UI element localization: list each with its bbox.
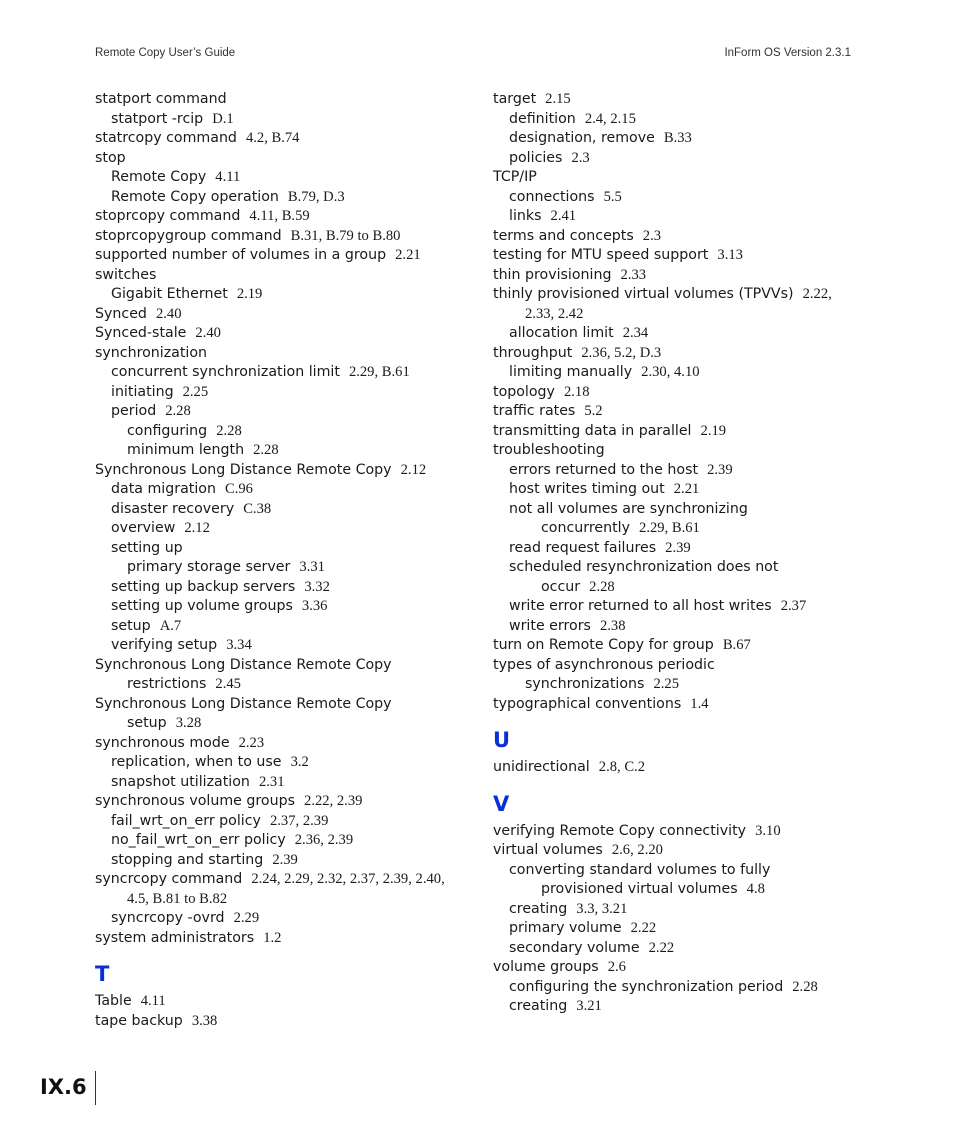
index-page-refs[interactable]: 4.11, B.59 <box>249 208 310 224</box>
index-entry <box>95 909 480 929</box>
index-term: period <box>111 403 157 419</box>
index-page-refs[interactable]: 2.3 <box>642 227 662 244</box>
index-page-refs[interactable]: 2.28 <box>253 442 279 458</box>
index-term: types of asynchronous periodic <box>493 656 715 673</box>
index-page-refs[interactable]: 2.36, 2.39 <box>294 832 354 848</box>
index-term: virtual volumes <box>493 842 603 858</box>
index-entry <box>493 227 873 247</box>
index-page-refs[interactable]: 2.12 <box>400 461 427 478</box>
index-term: Synchronous Long Distance Remote Copy <box>95 695 392 712</box>
index-term: syncrcopy -ovrd <box>111 910 225 926</box>
index-page-refs[interactable]: 2.28 <box>216 422 242 439</box>
index-entry <box>493 149 873 169</box>
index-term: transmitting data in parallel <box>493 422 692 439</box>
index-entry <box>493 344 873 364</box>
index-term: TCP/IP <box>493 169 537 185</box>
index-term: limiting manually <box>509 364 633 380</box>
index-term: typographical conventions <box>493 695 682 712</box>
index-term: write errors <box>509 617 591 634</box>
index-term: target <box>493 91 537 107</box>
index-term: switches <box>95 266 157 283</box>
index-entry <box>95 246 480 266</box>
index-page-refs[interactable]: 3.2 <box>290 754 309 770</box>
index-term: restrictions <box>127 676 207 692</box>
index-entry <box>493 997 873 1017</box>
index-term: primary storage server <box>127 559 291 575</box>
index-term: snapshot utilization <box>111 773 250 790</box>
index-entry <box>493 500 873 520</box>
index-page-refs[interactable]: 3.32 <box>304 578 330 595</box>
index-entry <box>493 675 873 695</box>
index-page-refs[interactable]: 2.25 <box>182 383 209 400</box>
index-page-refs[interactable]: 5.2 <box>584 403 603 419</box>
index-term: testing for MTU speed support <box>493 247 709 263</box>
index-page-refs[interactable]: 2.25 <box>653 676 679 692</box>
index-page-refs[interactable]: 2.12 <box>184 520 210 536</box>
index-entry <box>95 149 480 169</box>
index-entry <box>95 344 480 364</box>
index-term: synchronization <box>95 344 208 361</box>
index-entry <box>95 1012 480 1032</box>
index-entry <box>95 90 480 110</box>
index-page-refs[interactable]: 2.41 <box>550 208 577 224</box>
index-page-refs[interactable]: C.96 <box>224 481 253 497</box>
index-term: Remote Copy operation <box>111 188 279 205</box>
index-entry <box>493 841 873 861</box>
index-entry <box>95 675 480 695</box>
index-page-refs[interactable]: 2.3 <box>571 149 590 166</box>
running-header-version: InForm OS Version 2.3.1 <box>724 47 851 59</box>
index-term: verifying setup <box>111 637 218 653</box>
index-entry <box>493 978 873 998</box>
index-page-refs[interactable]: 3.36 <box>301 598 328 614</box>
index-term: host writes timing out <box>509 481 665 497</box>
index-entry <box>493 188 873 208</box>
index-term: setting up <box>111 539 183 556</box>
index-term: stopping and starting <box>111 851 264 868</box>
index-entry <box>493 939 873 959</box>
index-term: statport -rcip <box>111 110 204 127</box>
index-entry <box>493 324 873 344</box>
index-term: Synced-stale <box>95 325 187 341</box>
index-page-refs[interactable]: 1.4 <box>690 695 709 712</box>
index-entry <box>95 305 480 325</box>
index-page-refs[interactable]: C.38 <box>243 500 272 517</box>
index-page-refs[interactable]: 3.13 <box>717 247 743 263</box>
index-entry <box>493 266 873 286</box>
index-entry <box>95 792 480 812</box>
index-term: setting up volume groups <box>111 598 293 614</box>
index-entry <box>95 812 480 832</box>
index-term: system administrators <box>95 929 255 946</box>
index-entry <box>95 558 480 578</box>
index-entry <box>95 383 480 403</box>
index-entry <box>493 958 873 978</box>
index-term: initiating <box>111 383 174 400</box>
index-page-refs[interactable]: 3.34 <box>226 637 252 653</box>
index-page-refs[interactable]: 2.22 <box>630 920 657 936</box>
index-term: minimum length <box>127 442 245 458</box>
index-entry <box>95 890 480 910</box>
index-entry <box>95 461 480 481</box>
index-term: occur <box>541 578 581 595</box>
index-page-refs[interactable]: 4.2, B.74 <box>245 130 300 146</box>
index-page-refs[interactable]: A.7 <box>159 617 182 634</box>
index-entry <box>493 900 873 920</box>
index-page-refs[interactable]: 2.28 <box>165 403 191 419</box>
page-number: IX.6 <box>40 1075 87 1099</box>
index-term: Synced <box>95 305 147 322</box>
index-entry <box>95 929 480 949</box>
index-page-refs[interactable]: 2.39 <box>665 539 691 556</box>
index-page-refs[interactable]: B.79, D.3 <box>287 188 345 205</box>
index-entry <box>493 422 873 442</box>
index-term: tape backup <box>95 1012 183 1029</box>
index-entry <box>95 753 480 773</box>
index-term: synchronous volume groups <box>95 793 296 809</box>
index-term: converting standard volumes to fully <box>509 861 771 878</box>
index-page-refs[interactable]: 2.40 <box>155 305 182 322</box>
index-term: setup <box>127 715 167 731</box>
index-page-refs[interactable]: 4.11 <box>215 169 241 185</box>
index-page-refs[interactable]: 2.40 <box>195 325 221 341</box>
index-section-heading: T <box>95 962 110 986</box>
index-term: stoprcopy command <box>95 208 241 224</box>
index-page-refs[interactable]: 2.33, 2.42 <box>525 305 584 322</box>
index-entry <box>95 519 480 539</box>
index-term: configuring the synchronization period <box>509 978 784 995</box>
index-term: creating <box>509 998 568 1014</box>
index-term: statrcopy command <box>95 130 237 146</box>
index-term: disaster recovery <box>111 500 235 517</box>
index-term: concurrent synchronization limit <box>111 364 340 380</box>
index-term: not all volumes are synchronizing <box>509 500 748 517</box>
index-page-refs[interactable]: 3.31 <box>299 559 325 575</box>
index-term: syncrcopy command <box>95 871 243 887</box>
index-entry <box>95 656 480 676</box>
index-entry <box>493 758 873 778</box>
index-entry <box>493 129 873 149</box>
index-term: Synchronous Long Distance Remote Copy <box>95 461 392 478</box>
index-page-refs[interactable]: 2.34 <box>622 325 649 341</box>
index-page-refs[interactable]: 2.23 <box>238 734 265 751</box>
index-page-refs[interactable]: 2.29 <box>233 910 260 926</box>
index-entry <box>493 539 873 559</box>
index-entry <box>493 636 873 656</box>
index-entry <box>95 831 480 851</box>
index-page-refs[interactable]: 2.15 <box>545 91 571 107</box>
index-column-left <box>95 90 480 1031</box>
index-page-refs[interactable]: 3.21 <box>576 998 602 1014</box>
index-term: throughput <box>493 344 573 361</box>
index-entry <box>95 402 480 422</box>
index-term: configuring <box>127 422 208 439</box>
index-term: thin provisioning <box>493 266 612 283</box>
index-page-refs[interactable]: 2.37, 2.39 <box>269 812 329 829</box>
index-page-refs[interactable]: 2.33 <box>620 266 647 283</box>
index-page-refs[interactable]: 2.45 <box>215 676 241 692</box>
index-page-refs[interactable]: 2.38 <box>599 617 626 634</box>
index-entry <box>95 266 480 286</box>
index-page-refs[interactable]: 2.39 <box>707 461 733 478</box>
index-entry <box>95 207 480 227</box>
index-entry <box>493 110 873 130</box>
index-term: provisioned virtual volumes <box>541 881 738 897</box>
index-page-refs[interactable]: B.67 <box>722 637 751 653</box>
index-term: policies <box>509 149 563 166</box>
index-entry <box>493 656 873 676</box>
index-entry <box>493 90 873 110</box>
index-entry <box>493 363 873 383</box>
index-entry <box>95 441 480 461</box>
index-page-refs[interactable]: 4.5, B.81 to B.82 <box>127 890 228 907</box>
index-term: no_fail_wrt_on_err policy <box>111 832 286 848</box>
index-term: setup <box>111 617 151 634</box>
index-term: write error returned to all host writes <box>509 598 772 614</box>
index-entry <box>493 558 873 578</box>
index-term: Table <box>95 993 132 1009</box>
index-term: volume groups <box>493 959 599 975</box>
index-page-refs[interactable]: 2.6, 2.20 <box>611 842 663 858</box>
index-entry <box>95 636 480 656</box>
index-page-refs[interactable]: 2.19 <box>700 422 727 439</box>
index-entry <box>493 285 873 305</box>
index-term: synchronizations <box>525 676 645 692</box>
index-page-refs[interactable]: 2.6 <box>607 959 626 975</box>
index-entry <box>493 597 873 617</box>
index-entry <box>493 480 873 500</box>
index-term: topology <box>493 383 555 400</box>
index-term: data migration <box>111 481 216 497</box>
index-entry <box>493 461 873 481</box>
index-page-refs[interactable]: 2.30, 4.10 <box>641 364 700 380</box>
index-page-refs[interactable]: 2.28 <box>792 978 818 995</box>
index-page-refs[interactable]: 1.2 <box>263 929 282 946</box>
index-entry <box>95 695 480 715</box>
index-entry <box>493 695 873 715</box>
index-page-refs[interactable]: 2.8, C.2 <box>598 759 645 775</box>
index-page-refs[interactable]: 2.39 <box>272 851 298 868</box>
index-entry <box>95 188 480 208</box>
index-entry <box>95 500 480 520</box>
index-entry <box>95 714 480 734</box>
index-page-refs[interactable]: 2.22, <box>802 286 832 302</box>
index-entry <box>95 168 480 188</box>
index-term: links <box>509 208 542 224</box>
index-page-refs[interactable]: 3.10 <box>755 822 781 839</box>
index-page-refs[interactable]: 4.8 <box>746 881 765 897</box>
index-term: unidirectional <box>493 759 590 775</box>
index-page-refs[interactable]: 2.18 <box>563 383 590 400</box>
running-header-title: Remote Copy User’s Guide <box>95 47 236 59</box>
index-term: secondary volume <box>509 939 640 956</box>
index-entry <box>493 168 873 188</box>
index-term: supported number of volumes in a group <box>95 247 387 263</box>
index-page-refs[interactable]: 2.21 <box>395 247 421 263</box>
index-page-refs[interactable]: 2.28 <box>589 578 615 595</box>
index-term: allocation limit <box>509 325 614 341</box>
index-term: stop <box>95 149 126 166</box>
index-term: fail_wrt_on_err policy <box>111 812 261 829</box>
index-page-refs[interactable]: D.1 <box>212 110 234 127</box>
index-term: overview <box>111 520 176 536</box>
index-page-refs[interactable]: 2.22 <box>648 939 675 956</box>
index-term: replication, when to use <box>111 754 282 770</box>
index-entry <box>493 861 873 881</box>
index-term: terms and concepts <box>493 227 634 244</box>
index-entry <box>95 539 480 559</box>
index-term: errors returned to the host <box>509 461 699 478</box>
index-page-refs[interactable]: 2.4, 2.15 <box>584 110 636 127</box>
index-page-refs[interactable]: 2.31 <box>258 773 285 790</box>
index-page-refs[interactable]: 3.28 <box>175 715 202 731</box>
index-term: troubleshooting <box>493 442 605 458</box>
index-page-refs[interactable]: 2.24, 2.29, 2.32, 2.37, 2.39, 2.40, <box>251 871 445 887</box>
index-page-refs[interactable]: B.31, B.79 to B.80 <box>290 227 401 244</box>
index-entry <box>493 519 873 539</box>
index-entry <box>95 870 480 890</box>
index-page-refs[interactable]: 2.21 <box>673 481 700 497</box>
index-term: designation, remove <box>509 130 655 146</box>
index-entry <box>95 227 480 247</box>
index-entry <box>493 822 873 842</box>
index-page-refs[interactable]: 4.11 <box>140 993 166 1009</box>
index-term: verifying Remote Copy connectivity <box>493 822 747 839</box>
index-entry <box>95 773 480 793</box>
index-term: read request failures <box>509 539 657 556</box>
index-term: scheduled resynchronization does not <box>509 559 779 575</box>
index-entry <box>493 383 873 403</box>
footer-divider <box>95 1071 96 1105</box>
index-page-refs[interactable]: 2.29, B.61 <box>348 364 410 380</box>
index-entry <box>493 207 873 227</box>
index-term: thinly provisioned virtual volumes (TPVVs) <box>493 286 794 302</box>
index-entry <box>95 578 480 598</box>
index-entry <box>493 880 873 900</box>
index-entry <box>95 324 480 344</box>
index-entry <box>493 578 873 598</box>
index-entry <box>493 305 873 325</box>
index-page-refs[interactable]: 3.38 <box>191 1012 218 1029</box>
index-entry <box>95 363 480 383</box>
index-section-heading: U <box>493 728 511 752</box>
index-entry <box>95 285 480 305</box>
index-term: creating <box>509 900 568 917</box>
index-term: Remote Copy <box>111 169 207 185</box>
index-term: primary volume <box>509 920 622 936</box>
index-term: statport command <box>95 91 227 107</box>
index-entry <box>95 734 480 754</box>
index-term: synchronous mode <box>95 734 230 751</box>
index-entry <box>95 110 480 130</box>
index-page-refs[interactable]: 2.29, B.61 <box>639 520 700 536</box>
index-term: definition <box>509 110 576 127</box>
index-page-refs[interactable]: 3.3, 3.21 <box>576 900 628 917</box>
index-column-right <box>493 90 873 1017</box>
index-entry <box>95 992 480 1012</box>
index-page-refs[interactable]: 2.22, 2.39 <box>304 793 363 809</box>
index-page-refs[interactable]: 2.37 <box>780 598 807 614</box>
index-page-refs[interactable]: 5.5 <box>603 188 622 205</box>
index-term: traffic rates <box>493 403 576 419</box>
index-entry <box>95 129 480 149</box>
index-entry <box>95 422 480 442</box>
index-term: concurrently <box>541 520 630 536</box>
index-term: Synchronous Long Distance Remote Copy <box>95 656 392 673</box>
index-term: setting up backup servers <box>111 578 296 595</box>
index-term: stoprcopygroup command <box>95 227 282 244</box>
index-entry <box>95 617 480 637</box>
index-section-heading: V <box>493 791 510 816</box>
index-entry <box>95 480 480 500</box>
index-term: connections <box>509 188 595 205</box>
index-entry <box>493 246 873 266</box>
index-entry <box>493 919 873 939</box>
index-page-refs[interactable]: 2.36, 5.2, D.3 <box>581 344 662 361</box>
index-page-refs[interactable]: 2.19 <box>236 286 263 302</box>
index-term: turn on Remote Copy for group <box>493 637 714 653</box>
index-entry <box>95 851 480 871</box>
index-entry <box>95 597 480 617</box>
index-term: Gigabit Ethernet <box>111 286 228 302</box>
index-page-refs[interactable]: B.33 <box>663 130 692 146</box>
index-entry <box>493 617 873 637</box>
index-entry <box>493 402 873 422</box>
index-entry <box>493 441 873 461</box>
